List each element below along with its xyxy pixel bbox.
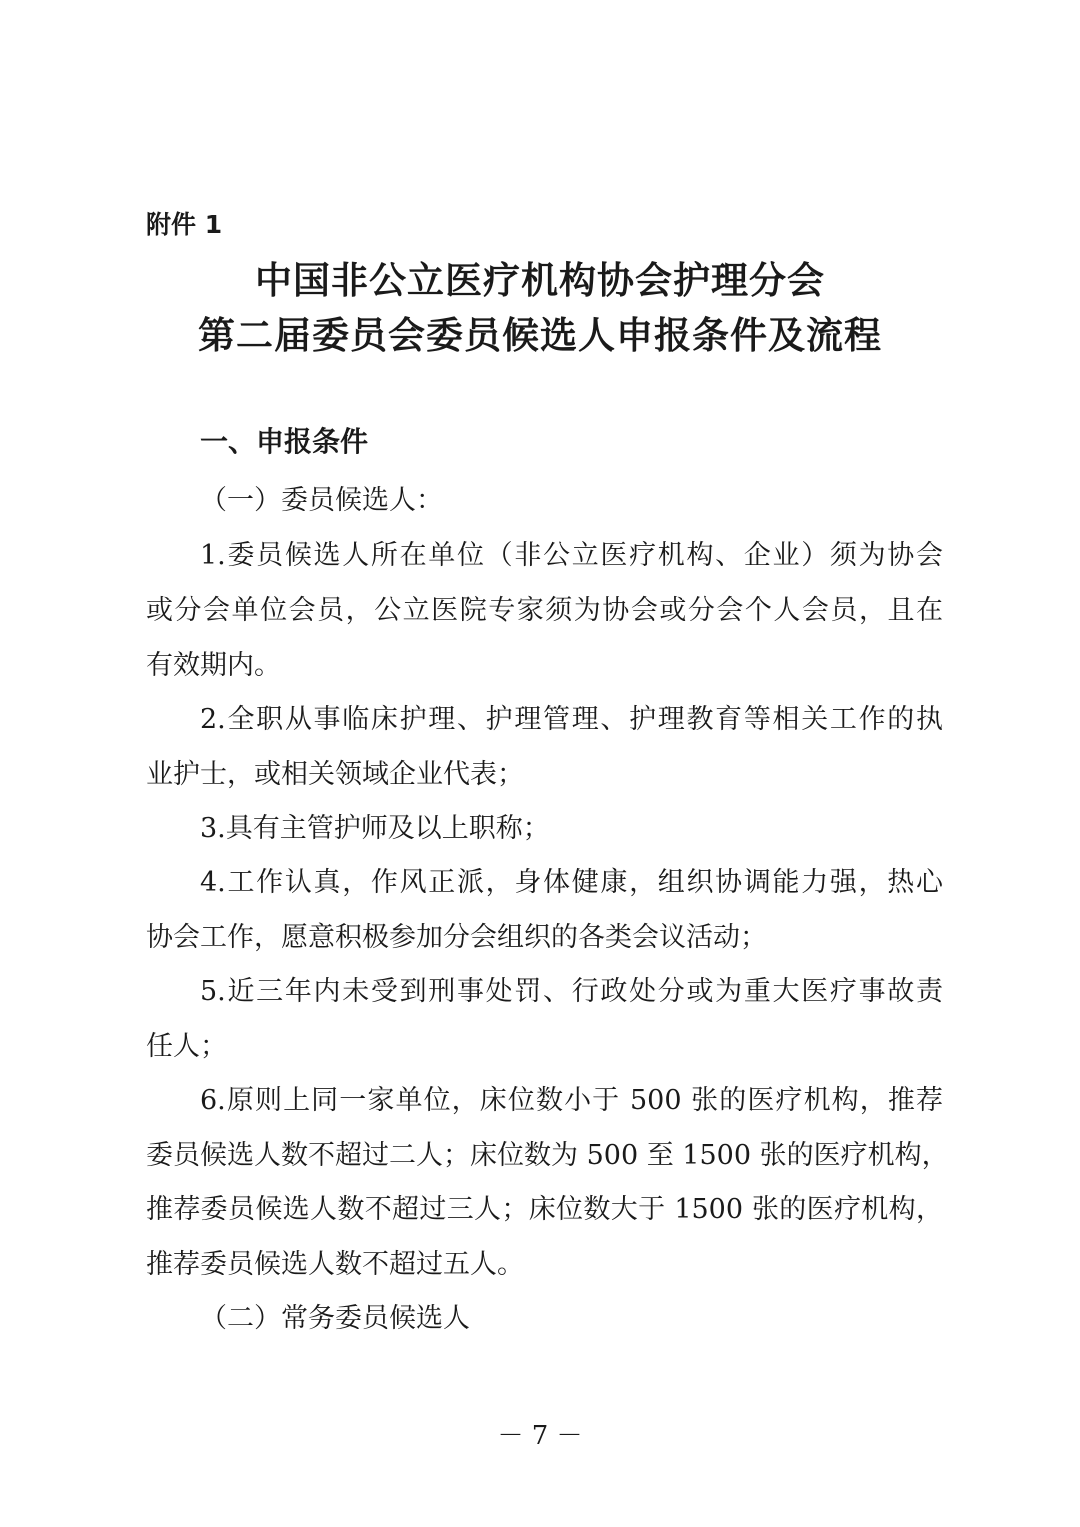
document-title-line1: 中国非公立医疗机构协会护理分会 bbox=[255, 259, 825, 302]
subsection-heading-standing-committee: （二）常务委员候选人 bbox=[200, 1303, 470, 1334]
item-6-line-4: 推荐委员候选人数不超过五人。 bbox=[146, 1249, 524, 1280]
item-1-line-2: 或分会单位会员，公立医院专家须为协会或分会个人会员，且在 bbox=[146, 595, 943, 626]
document-title-line2: 第二届委员会委员候选人申报条件及流程 bbox=[198, 314, 882, 357]
item-2-line-2: 业护士，或相关领域企业代表； bbox=[146, 759, 524, 790]
item-5-line-2: 任人； bbox=[146, 1031, 227, 1062]
item-4-line-1: 4.工作认真，作风正派，身体健康，组织协调能力强，热心 bbox=[200, 867, 943, 898]
attachment-label: 附件 1 bbox=[146, 210, 223, 239]
item-4-line-2: 协会工作，愿意积极参加分会组织的各类会议活动； bbox=[146, 922, 767, 953]
item-6-line-2: 委员候选人数不超过二人；床位数为 500 至 1500 张的医疗机构， bbox=[146, 1140, 949, 1171]
item-2-line-1: 2.全职从事临床护理、护理管理、护理教育等相关工作的执 bbox=[200, 704, 943, 735]
item-5-line-1: 5.近三年内未受到刑事处罚、行政处分或为重大医疗事故责 bbox=[200, 976, 943, 1007]
subsection-heading-committee-candidates: （一）委员候选人： bbox=[200, 485, 443, 516]
section-heading-requirements: 一、申报条件 bbox=[200, 425, 369, 458]
item-1-line-3: 有效期内。 bbox=[146, 650, 281, 681]
item-6-line-1: 6.原则上同一家单位，床位数小于 500 张的医疗机构，推荐 bbox=[200, 1085, 943, 1116]
item-6-line-3: 推荐委员候选人数不超过三人；床位数大于 1500 张的医疗机构， bbox=[146, 1194, 943, 1225]
item-1-line-1: 1.委员候选人所在单位（非公立医疗机构、企业）须为协会 bbox=[200, 540, 943, 571]
page-number: － 7 － bbox=[497, 1421, 583, 1451]
item-3-line-1: 3.具有主管护师及以上职称； bbox=[200, 813, 550, 844]
